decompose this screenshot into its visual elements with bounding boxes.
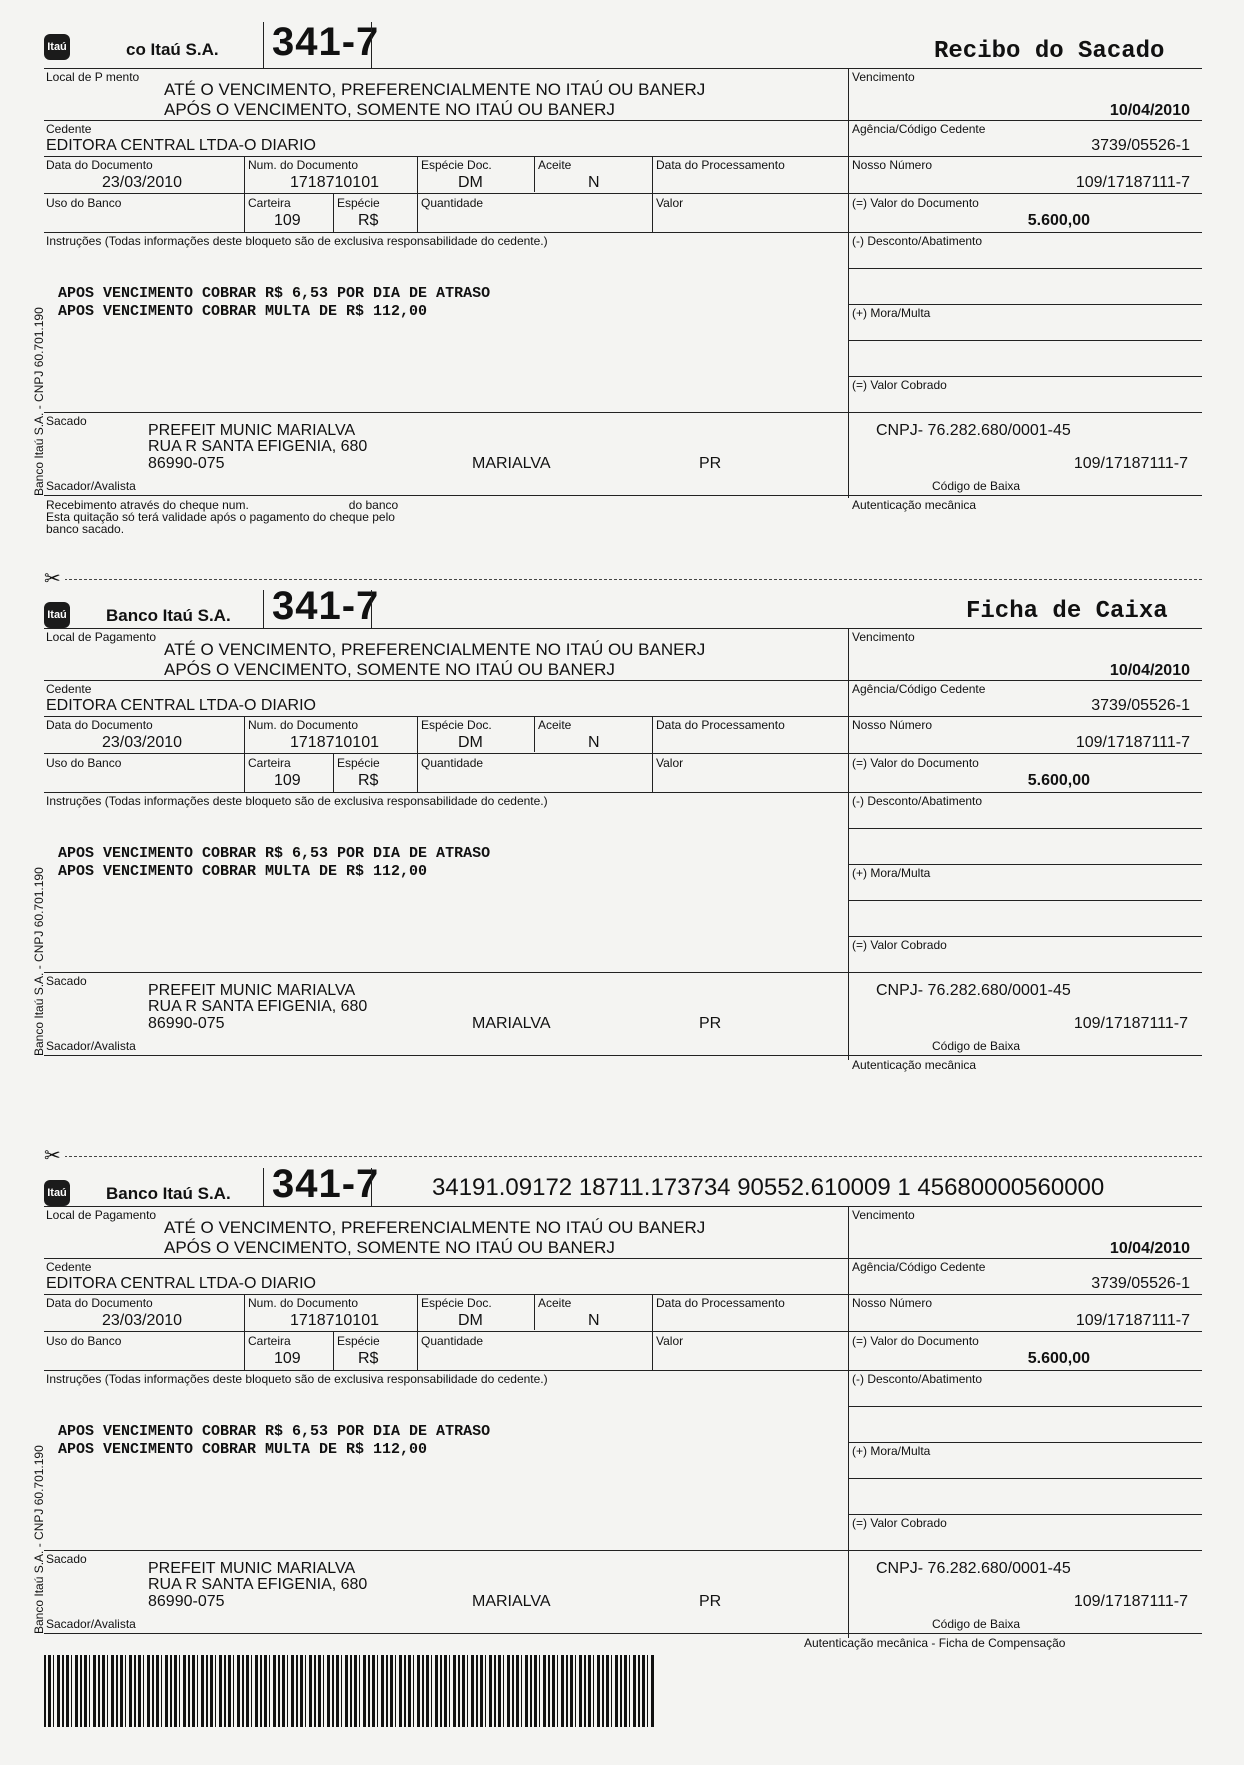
uso-banco-label: Uso do Banco (46, 1334, 122, 1348)
sacado-nome: PREFEIT MUNIC MARIALVA (148, 982, 356, 999)
recibo-title: Recibo do Sacado (934, 38, 1165, 65)
sacador-label: Sacador/Avalista (46, 1039, 136, 1053)
agencia-value: 3739/05526-1 (1091, 1275, 1190, 1292)
especie-value: R$ (358, 212, 379, 229)
agencia-value: 3739/05526-1 (1091, 697, 1190, 714)
cedente-value: EDITORA CENTRAL LTDA-O DIARIO (46, 137, 316, 154)
sacador-label: Sacador/Avalista (46, 1617, 136, 1631)
data-documento-label: Data do Documento (46, 718, 153, 732)
especie-doc-label: Espécie Doc. (421, 718, 492, 732)
nosso-numero-label: Nosso Número (852, 1296, 933, 1310)
local-pagamento-line1: ATÉ O VENCIMENTO, PREFERENCIALMENTE NO ITAÚ OU BANERJ (164, 80, 706, 99)
cut-line (44, 1156, 1202, 1157)
ficha-de-compensacao-section (32, 1162, 1202, 1738)
instrucao-line: APOS VENCIMENTO COBRAR R$ 6,53 POR DIA DE ATRASO (58, 1423, 491, 1440)
mora-label: (+) Mora/Multa (852, 1444, 931, 1458)
sacado-cnpj: CNPJ- 76.282.680/0001-45 (876, 422, 1071, 439)
codigo-baixa-label: Código de Baixa (932, 1039, 1021, 1053)
desconto-label: (-) Desconto/Abatimento (852, 234, 983, 248)
nosso-numero-value: 109/17187111-7 (1075, 734, 1190, 751)
instrucoes-label: Instruções (Todas informações deste bloqueto são de exclusiva responsabilidade do cedente.) (46, 794, 548, 808)
valor-cobrado-label: (=) Valor Cobrado (852, 1516, 947, 1530)
autenticacao-label: Autenticação mecânica (852, 498, 977, 512)
local-pagamento-label: Local de P mento (46, 70, 140, 84)
valor-documento-label: (=) Valor do Documento (852, 1334, 979, 1348)
sacado-uf: PR (699, 455, 722, 472)
vencimento-value: 10/04/2010 (1109, 662, 1190, 679)
side-text: Banco Itaú S.A. - CNPJ 60.701.190 (32, 1445, 46, 1634)
num-documento-value: 1718710101 (290, 734, 379, 751)
data-documento-label: Data do Documento (46, 158, 153, 172)
quantidade-label: Quantidade (421, 196, 484, 210)
instrucao-line: APOS VENCIMENTO COBRAR R$ 6,53 POR DIA DE ATRASO (58, 285, 491, 302)
sacado-codigo: 109/17187111-7 (1073, 455, 1188, 472)
num-documento-label: Num. do Documento (248, 1296, 359, 1310)
instrucao-line: APOS VENCIMENTO COBRAR MULTA DE R$ 112,00 (58, 1441, 428, 1458)
recibo-do-sacado-section (32, 0, 1202, 560)
desconto-label: (-) Desconto/Abatimento (852, 1372, 983, 1386)
vencimento-label: Vencimento (852, 1208, 915, 1222)
data-processamento-label: Data do Processamento (656, 158, 785, 172)
mora-label: (+) Mora/Multa (852, 866, 931, 880)
side-text: Banco Itaú S.A. - CNPJ 60.701.190 (32, 307, 46, 496)
cut-line (44, 579, 1202, 580)
sacado-endereco: RUA R SANTA EFIGENIA, 680 (148, 1576, 368, 1593)
vencimento-value: 10/04/2010 (1109, 1240, 1190, 1257)
scissors-icon: ✂ (44, 1143, 65, 1168)
scissors-icon: ✂ (44, 566, 65, 591)
local-pagamento-line2: APÓS O VENCIMENTO, SOMENTE NO ITAÚ OU BANERJ (164, 1238, 615, 1257)
vencimento-value: 10/04/2010 (1109, 102, 1190, 119)
bank-name: Banco Itaú S.A. (106, 606, 231, 625)
especie-doc-label: Espécie Doc. (421, 1296, 492, 1310)
sacado-uf: PR (699, 1593, 722, 1610)
cedente-label: Cedente (46, 682, 92, 696)
aceite-label: Aceite (538, 158, 572, 172)
vencimento-label: Vencimento (852, 70, 915, 84)
num-documento-label: Num. do Documento (248, 158, 359, 172)
carteira-value: 109 (274, 212, 301, 229)
nosso-numero-value: 109/17187111-7 (1075, 174, 1190, 191)
valor-documento-value: 5.600,00 (1027, 212, 1090, 229)
bank-name: co Itaú S.A. (126, 40, 219, 59)
bank-code: 341-7 (272, 1162, 380, 1206)
quantidade-label: Quantidade (421, 756, 484, 770)
data-processamento-label: Data do Processamento (656, 1296, 785, 1310)
agencia-label: Agência/Código Cedente (852, 122, 986, 136)
sacado-endereco: RUA R SANTA EFIGENIA, 680 (148, 998, 368, 1015)
especie-label: Espécie (337, 1334, 380, 1348)
agencia-value: 3739/05526-1 (1091, 137, 1190, 154)
data-documento-label: Data do Documento (46, 1296, 153, 1310)
aceite-value: N (588, 1312, 600, 1329)
especie-doc-value: DM (458, 1312, 483, 1329)
barcode (44, 1655, 656, 1727)
instrucoes-label: Instruções (Todas informações deste bloqueto são de exclusiva responsabilidade do cedente.) (46, 234, 548, 248)
sacado-cidade: MARIALVA (472, 455, 551, 472)
valor-documento-value: 5.600,00 (1027, 772, 1090, 789)
especie-value: R$ (358, 1350, 379, 1367)
instrucao-line: APOS VENCIMENTO COBRAR MULTA DE R$ 112,00 (58, 863, 428, 880)
sacado-endereco: RUA R SANTA EFIGENIA, 680 (148, 438, 368, 455)
carteira-label: Carteira (248, 756, 291, 770)
data-documento-value: 23/03/2010 (102, 734, 183, 751)
num-documento-label: Num. do Documento (248, 718, 359, 732)
num-documento-value: 1718710101 (290, 174, 379, 191)
nosso-numero-label: Nosso Número (852, 158, 933, 172)
valor-documento-label: (=) Valor do Documento (852, 196, 979, 210)
data-documento-value: 23/03/2010 (102, 174, 183, 191)
cedente-value: EDITORA CENTRAL LTDA-O DIARIO (46, 697, 316, 714)
sacado-nome: PREFEIT MUNIC MARIALVA (148, 1560, 356, 1577)
uso-banco-label: Uso do Banco (46, 196, 122, 210)
bank-code: 341-7 (272, 584, 380, 628)
aceite-label: Aceite (538, 718, 572, 732)
itau-logo-icon: Itaú (44, 34, 70, 60)
ficha-de-caixa-section (32, 584, 1202, 1090)
digitable-line: 34191.09172 18711.173734 90552.610009 1 45680000560000 (432, 1174, 1105, 1201)
local-pagamento-line1: ATÉ O VENCIMENTO, PREFERENCIALMENTE NO ITAÚ OU BANERJ (164, 640, 706, 659)
valor-label: Valor (656, 756, 684, 770)
sacado-codigo: 109/17187111-7 (1073, 1593, 1188, 1610)
sacado-codigo: 109/17187111-7 (1073, 1015, 1188, 1032)
aceite-label: Aceite (538, 1296, 572, 1310)
valor-documento-value: 5.600,00 (1027, 1350, 1090, 1367)
cedente-label: Cedente (46, 122, 92, 136)
num-documento-value: 1718710101 (290, 1312, 379, 1329)
recebimento-text-2: Esta quitação só terá validade após o pagamento do cheque pelo (46, 510, 395, 524)
local-pagamento-line2: APÓS O VENCIMENTO, SOMENTE NO ITAÚ OU BANERJ (164, 660, 615, 679)
valor-label: Valor (656, 1334, 684, 1348)
sacado-label: Sacado (46, 414, 87, 428)
sacado-cep: 86990-075 (148, 455, 225, 472)
valor-cobrado-label: (=) Valor Cobrado (852, 938, 947, 952)
itau-logo-icon: Itaú (44, 1180, 70, 1206)
cedente-label: Cedente (46, 1260, 92, 1274)
quantidade-label: Quantidade (421, 1334, 484, 1348)
valor-cobrado-label: (=) Valor Cobrado (852, 378, 947, 392)
sacado-cnpj: CNPJ- 76.282.680/0001-45 (876, 1560, 1071, 1577)
mora-label: (+) Mora/Multa (852, 306, 931, 320)
sacado-cep: 86990-075 (148, 1015, 225, 1032)
data-documento-value: 23/03/2010 (102, 1312, 183, 1329)
local-pagamento-line1: ATÉ O VENCIMENTO, PREFERENCIALMENTE NO ITAÚ OU BANERJ (164, 1218, 706, 1237)
bank-name: Banco Itaú S.A. (106, 1184, 231, 1203)
codigo-baixa-label: Código de Baixa (932, 479, 1021, 493)
side-text: Banco Itaú S.A. - CNPJ 60.701.190 (32, 867, 46, 1056)
sacado-cidade: MARIALVA (472, 1015, 551, 1032)
local-pagamento-label: Local de Pagamento (46, 1208, 157, 1222)
cedente-value: EDITORA CENTRAL LTDA-O DIARIO (46, 1275, 316, 1292)
carteira-value: 109 (274, 772, 301, 789)
sacado-uf: PR (699, 1015, 722, 1032)
especie-label: Espécie (337, 756, 380, 770)
itau-logo-icon: Itaú (44, 602, 70, 628)
valor-label: Valor (656, 196, 684, 210)
codigo-baixa-label: Código de Baixa (932, 1617, 1021, 1631)
autenticacao-ficha-label: Autenticação mecânica - Ficha de Compensação (804, 1636, 1066, 1650)
especie-doc-label: Espécie Doc. (421, 158, 492, 172)
sacado-cnpj: CNPJ- 76.282.680/0001-45 (876, 982, 1071, 999)
autenticacao-label: Autenticação mecânica (852, 1058, 977, 1072)
instrucoes-label: Instruções (Todas informações deste bloqueto são de exclusiva responsabilidade do cedente.) (46, 1372, 548, 1386)
valor-documento-label: (=) Valor do Documento (852, 756, 979, 770)
sacado-nome: PREFEIT MUNIC MARIALVA (148, 422, 356, 439)
local-pagamento-line2: APÓS O VENCIMENTO, SOMENTE NO ITAÚ OU BANERJ (164, 100, 615, 119)
desconto-label: (-) Desconto/Abatimento (852, 794, 983, 808)
sacado-cep: 86990-075 (148, 1593, 225, 1610)
aceite-value: N (588, 174, 600, 191)
ficha-title: Ficha de Caixa (966, 598, 1168, 625)
data-processamento-label: Data do Processamento (656, 718, 785, 732)
agencia-label: Agência/Código Cedente (852, 1260, 986, 1274)
instrucao-line: APOS VENCIMENTO COBRAR R$ 6,53 POR DIA DE ATRASO (58, 845, 491, 862)
bank-code: 341-7 (272, 20, 380, 64)
instrucao-line: APOS VENCIMENTO COBRAR MULTA DE R$ 112,00 (58, 303, 428, 320)
local-pagamento-label: Local de Pagamento (46, 630, 157, 644)
sacado-label: Sacado (46, 1552, 87, 1566)
aceite-value: N (588, 734, 600, 751)
especie-doc-value: DM (458, 734, 483, 751)
especie-value: R$ (358, 772, 379, 789)
especie-doc-value: DM (458, 174, 483, 191)
carteira-label: Carteira (248, 1334, 291, 1348)
especie-label: Espécie (337, 196, 380, 210)
recebimento-text: Recebimento através do cheque num. do banco (46, 498, 399, 512)
recebimento-text-3: banco sacado. (46, 522, 125, 536)
sacador-label: Sacador/Avalista (46, 479, 136, 493)
uso-banco-label: Uso do Banco (46, 756, 122, 770)
sacado-label: Sacado (46, 974, 87, 988)
vencimento-label: Vencimento (852, 630, 915, 644)
sacado-cidade: MARIALVA (472, 1593, 551, 1610)
carteira-value: 109 (274, 1350, 301, 1367)
agencia-label: Agência/Código Cedente (852, 682, 986, 696)
nosso-numero-label: Nosso Número (852, 718, 933, 732)
carteira-label: Carteira (248, 196, 291, 210)
nosso-numero-value: 109/17187111-7 (1075, 1312, 1190, 1329)
